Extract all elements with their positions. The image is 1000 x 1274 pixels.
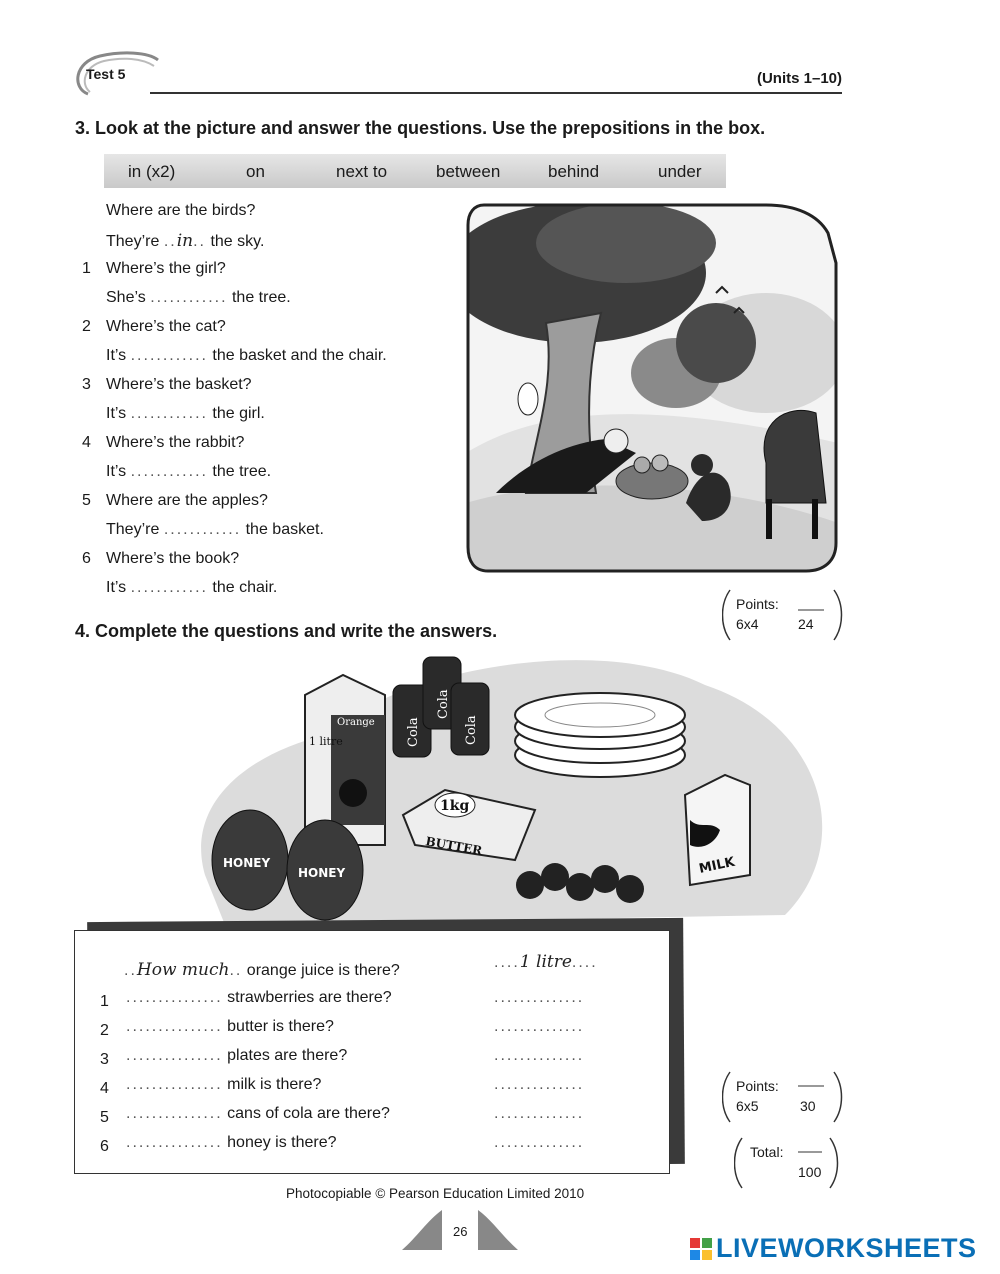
answer-prefix: She’s [106,289,146,306]
answer-blank-5[interactable]: ............ [163,521,242,538]
q3-answer-1 [106,289,291,307]
cola-label: Cola [464,715,479,745]
answer-blank-2[interactable]: .............. [494,1018,585,1035]
question-text: strawberries are there? [227,989,392,1006]
item-number: 3 [82,376,91,393]
q3-points-total: 24 [798,616,814,632]
example-text: orange juice is there? [246,962,400,979]
question-blank-5[interactable]: ............... [126,1105,223,1122]
milk-label: MILK [697,854,737,877]
q4-row-2 [126,1018,334,1036]
item-number: 1 [100,993,109,1010]
answer-blank-3[interactable]: ............ [130,405,208,422]
item-number: 3 [100,1051,109,1068]
answer-suffix: the girl. [212,405,265,422]
question-blank-1[interactable]: ............... [126,989,223,1006]
orange-label: Orange [337,717,375,728]
item-number: 4 [100,1080,109,1097]
answer-suffix: the sky. [210,233,265,250]
answer-prefix: It’s [106,347,127,364]
q3-example-question: Where are the birds? [106,202,256,219]
copyright-note: Photocopiable © Pearson Education Limited 2010 [286,1186,585,1201]
q3-answer-3 [106,405,265,423]
item-number: 6 [82,550,91,567]
q4-row-1 [126,989,392,1007]
example-fill: in [176,231,194,251]
preposition-box [104,154,726,188]
q3-question-3: Where’s the basket? [106,376,252,393]
item-number: 5 [100,1109,109,1126]
answer-blank-1[interactable]: .............. [494,989,585,1006]
question-text: honey is there? [227,1134,337,1151]
preposition-item: behind [548,162,600,181]
cola-label: Cola [406,717,421,747]
q3-answer-5 [106,521,324,539]
liveworksheets-brand: LIVEWORKSHEETS [716,1233,977,1263]
total-label: Total: [750,1144,784,1160]
q3-question-6: Where’s the book? [106,550,240,567]
example-fill: How much [136,960,230,980]
preposition-item: on [246,162,265,181]
answer-prefix: It’s [106,405,127,422]
honey-label: HONEY [298,866,346,880]
preposition-item: in (x2) [128,162,176,181]
butter-label: BUTTER [424,834,484,858]
food-illustration [185,645,845,935]
litre-label: 1 litre [309,735,343,748]
question-blank-3[interactable]: ............... [126,1047,223,1064]
question-text: plates are there? [227,1047,348,1064]
answer-blank-1[interactable]: ............ [150,289,228,306]
answer-blank-4[interactable]: ............ [130,463,208,480]
item-number: 6 [100,1138,109,1155]
q4-row-3 [126,1047,347,1065]
question-text: cans of cola are there? [227,1105,390,1122]
q4-example-row: ..How much.. orange juice is there? [124,960,400,980]
units-label: (Units 1–10) [756,70,842,87]
answer-prefix: They’re [106,233,160,250]
answer-suffix: the basket and the chair. [212,347,387,364]
honey-label: HONEY [223,856,271,870]
item-number: 4 [82,434,91,451]
q4-points-label: Points: [736,1078,779,1094]
q4-row-5 [126,1105,390,1123]
answer-blank-6[interactable]: ............ [130,579,208,596]
preposition-item: between [436,162,501,181]
answer-suffix: the basket. [245,521,324,538]
item-number: 2 [100,1022,109,1039]
q3-answer-6 [106,579,277,597]
q3-question-4: Where’s the rabbit? [106,434,245,451]
park-scene-illustration [466,203,838,573]
q4-points-formula: 6x5 [736,1098,759,1114]
answer-blank-3[interactable]: .............. [494,1047,585,1064]
q4-row-6 [126,1134,337,1152]
q4-points-total: 30 [800,1098,816,1114]
question-blank-4[interactable]: ............... [126,1076,223,1093]
question-text: milk is there? [227,1076,322,1093]
cola-label: Cola [436,689,451,719]
q4-row-4 [126,1076,321,1094]
total-value: 100 [798,1164,822,1180]
q4-heading: 4. Complete the questions and write the answers. [75,621,498,641]
q4-example-answer: ....1 litre.... [494,952,598,972]
answer-prefix: They’re [106,521,160,538]
liveworksheets-logo-icon [690,1238,712,1260]
question-blank-2[interactable]: ............... [126,1018,223,1035]
item-number: 5 [82,492,91,509]
header-rule [150,92,842,94]
q3-answer-4 [106,463,271,481]
preposition-item: next to [336,162,388,181]
answer-blank-4[interactable]: .............. [494,1076,585,1093]
page-number: 26 [453,1224,468,1239]
q3-points-formula: 6x4 [736,616,759,632]
item-number: 1 [82,260,91,277]
q3-question-2: Where’s the cat? [106,318,226,335]
preposition-item: under [658,162,702,181]
answer-prefix: It’s [106,463,127,480]
question-text: butter is there? [227,1018,334,1035]
answer-prefix: It’s [106,579,127,596]
answer-suffix: the tree. [212,463,272,480]
answer-suffix: the chair. [212,579,278,596]
kg-label: 1kg [440,798,470,814]
question-blank-6[interactable]: ............... [126,1134,223,1151]
q3-question-5: Where are the apples? [106,492,268,509]
answer-blank-2[interactable]: ............ [130,347,208,364]
answer-blank-6[interactable]: .............. [494,1134,585,1151]
test-label: Test 5 [86,66,126,82]
q3-answer-2 [106,347,387,365]
item-number: 2 [82,318,91,335]
example-answer: 1 litre [519,952,572,972]
answer-blank-5[interactable]: .............. [494,1105,585,1122]
answer-suffix: the tree. [231,289,291,306]
q3-example-answer: They’re ..in.. the sky. [106,231,265,251]
q3-question-1: Where’s the girl? [106,260,226,277]
q3-heading: 3. Look at the picture and answer the questions. Use the prepositions in the box. [75,118,766,138]
q3-points-label: Points: [736,596,779,612]
